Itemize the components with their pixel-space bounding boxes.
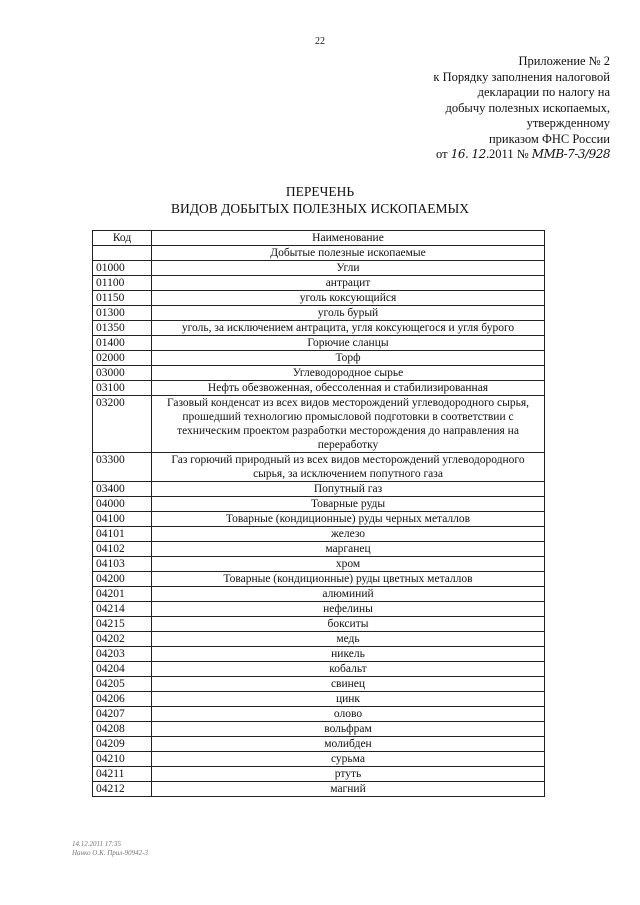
date-day: 16. xyxy=(450,147,469,161)
row-code: 02000 xyxy=(93,351,152,366)
header-code: Код xyxy=(93,231,152,246)
table-row xyxy=(93,291,545,306)
appendix-line: Приложение № 2 xyxy=(518,54,610,68)
row-code: 01150 xyxy=(93,291,152,306)
table-row xyxy=(93,572,545,587)
table-row xyxy=(93,396,545,453)
row-name: кобальт xyxy=(152,662,545,677)
section-row xyxy=(93,246,545,261)
row-code: 04200 xyxy=(93,572,152,587)
row-name: Торф xyxy=(152,351,545,366)
row-code: 04103 xyxy=(93,557,152,572)
row-name: хром xyxy=(152,557,545,572)
header-name: Наименование xyxy=(152,231,545,246)
table-row xyxy=(93,512,545,527)
row-name: сурьма xyxy=(152,752,545,767)
appendix-line: добычу полезных ископаемых, xyxy=(445,100,610,115)
table-row xyxy=(93,261,545,276)
date-year: 2011 xyxy=(489,147,514,161)
row-code: 04215 xyxy=(93,617,152,632)
table-row xyxy=(93,276,545,291)
appendix-line: утвержденному xyxy=(526,116,610,130)
appendix-line: приказом ФНС России xyxy=(488,131,610,146)
table-row xyxy=(93,482,545,497)
table-row xyxy=(93,587,545,602)
row-code: 04214 xyxy=(93,602,152,617)
row-name: ртуть xyxy=(152,767,545,782)
row-name: олово xyxy=(152,707,545,722)
footer-line-1: 14.12.2011 17:35 xyxy=(72,840,122,848)
row-code: 03000 xyxy=(93,366,152,381)
row-code: 04203 xyxy=(93,647,152,662)
table-row xyxy=(93,677,545,692)
table-row xyxy=(93,647,545,662)
row-name: молибден xyxy=(152,737,545,752)
row-name: нефелины xyxy=(152,602,545,617)
row-name: Горючие сланцы xyxy=(152,336,545,351)
table-row xyxy=(93,306,545,321)
row-code: 04207 xyxy=(93,707,152,722)
row-code: 04101 xyxy=(93,527,152,542)
row-code: 01400 xyxy=(93,336,152,351)
section-title: Добытые полезные ископаемые xyxy=(152,246,545,261)
row-code: 03100 xyxy=(93,381,152,396)
footer-stamp xyxy=(72,840,148,858)
appendix-line: декларации по налогу на xyxy=(477,85,610,99)
row-name: уголь коксующийся xyxy=(152,291,545,306)
row-code: 04202 xyxy=(93,632,152,647)
table-row xyxy=(93,767,545,782)
row-code: 04204 xyxy=(93,662,152,677)
row-code: 01300 xyxy=(93,306,152,321)
row-name: антрацит xyxy=(152,276,545,291)
row-code: 04211 xyxy=(93,767,152,782)
row-name: Угли xyxy=(152,261,545,276)
row-code: 04102 xyxy=(93,542,152,557)
table-row xyxy=(93,366,545,381)
row-name: магний xyxy=(152,782,545,797)
section-code-cell xyxy=(93,246,152,261)
row-name: медь xyxy=(152,632,545,647)
row-name: бокситы xyxy=(152,617,545,632)
table-row xyxy=(93,722,545,737)
row-code: 03300 xyxy=(93,453,152,482)
appendix-block xyxy=(360,54,610,163)
table-row xyxy=(93,707,545,722)
table-row xyxy=(93,351,545,366)
table-row xyxy=(93,527,545,542)
row-name: Товарные (кондиционные) руды черных металлов xyxy=(152,512,545,527)
document-title xyxy=(0,183,640,217)
row-name: уголь, за исключением антрацита, угля коксующегося и угля бурого xyxy=(152,321,545,336)
table-row xyxy=(93,542,545,557)
row-name: Товарные (кондиционные) руды цветных металлов xyxy=(152,572,545,587)
row-name: Попутный газ xyxy=(152,482,545,497)
row-code: 04206 xyxy=(93,692,152,707)
table-row xyxy=(93,782,545,797)
row-code: 04201 xyxy=(93,587,152,602)
table-row xyxy=(93,632,545,647)
table-row xyxy=(93,557,545,572)
row-code: 01000 xyxy=(93,261,152,276)
table-row xyxy=(93,617,545,632)
row-code: 04000 xyxy=(93,497,152,512)
row-code: 04212 xyxy=(93,782,152,797)
number-prefix: № xyxy=(516,147,529,161)
row-code: 04208 xyxy=(93,722,152,737)
row-code: 01100 xyxy=(93,276,152,291)
row-name: уголь бурый xyxy=(152,306,545,321)
row-code: 04209 xyxy=(93,737,152,752)
title-line-1: ПЕРЕЧЕНЬ xyxy=(285,184,355,199)
table-row xyxy=(93,737,545,752)
minerals-table xyxy=(92,230,545,797)
row-code: 03400 xyxy=(93,482,152,497)
row-name: цинк xyxy=(152,692,545,707)
row-name: Нефть обезвоженная, обессоленная и стабилизированная xyxy=(152,381,545,396)
appendix-line: к Порядку заполнения налоговой xyxy=(433,69,610,84)
row-name: алюминий xyxy=(152,587,545,602)
table-row xyxy=(93,453,545,482)
appendix-date-line xyxy=(360,147,610,163)
title-line-2: ВИДОВ ДОБЫТЫХ ПОЛЕЗНЫХ ИСКОПАЕМЫХ xyxy=(171,201,469,216)
row-name: никель xyxy=(152,647,545,662)
table-row xyxy=(93,497,545,512)
row-name: Газовый конденсат из всех видов месторождений углеводородного сырья, прошедший технологию промысловой подготовки в соответствии с техническим проектом разработки месторождения до направления на переработку xyxy=(152,396,545,453)
row-code: 01350 xyxy=(93,321,152,336)
footer-line-2: Нанко О.К. Прил-90942-3 xyxy=(72,849,149,857)
row-name: марганец xyxy=(152,542,545,557)
table-row xyxy=(93,692,545,707)
row-name: железо xyxy=(152,527,545,542)
row-name: Углеводородное сырье xyxy=(152,366,545,381)
row-code: 03200 xyxy=(93,396,152,453)
row-code: 04205 xyxy=(93,677,152,692)
row-name: Товарные руды xyxy=(152,497,545,512)
row-code: 04210 xyxy=(93,752,152,767)
table-row xyxy=(93,381,545,396)
date-prefix: от xyxy=(436,147,448,161)
table-row xyxy=(93,336,545,351)
date-month: 12. xyxy=(471,147,490,161)
table-body xyxy=(93,246,545,797)
row-name: Газ горючий природный из всех видов месторождений углеводородного сырья, за исключением попутного газа xyxy=(152,453,545,482)
order-number: ММВ-7-3/928 xyxy=(531,147,610,161)
page-number: 22 xyxy=(315,36,325,47)
table-row xyxy=(93,321,545,336)
row-name: свинец xyxy=(152,677,545,692)
row-name: вольфрам xyxy=(152,722,545,737)
table-row xyxy=(93,752,545,767)
table-header-row xyxy=(93,231,545,246)
row-code: 04100 xyxy=(93,512,152,527)
table-row xyxy=(93,602,545,617)
table-row xyxy=(93,662,545,677)
